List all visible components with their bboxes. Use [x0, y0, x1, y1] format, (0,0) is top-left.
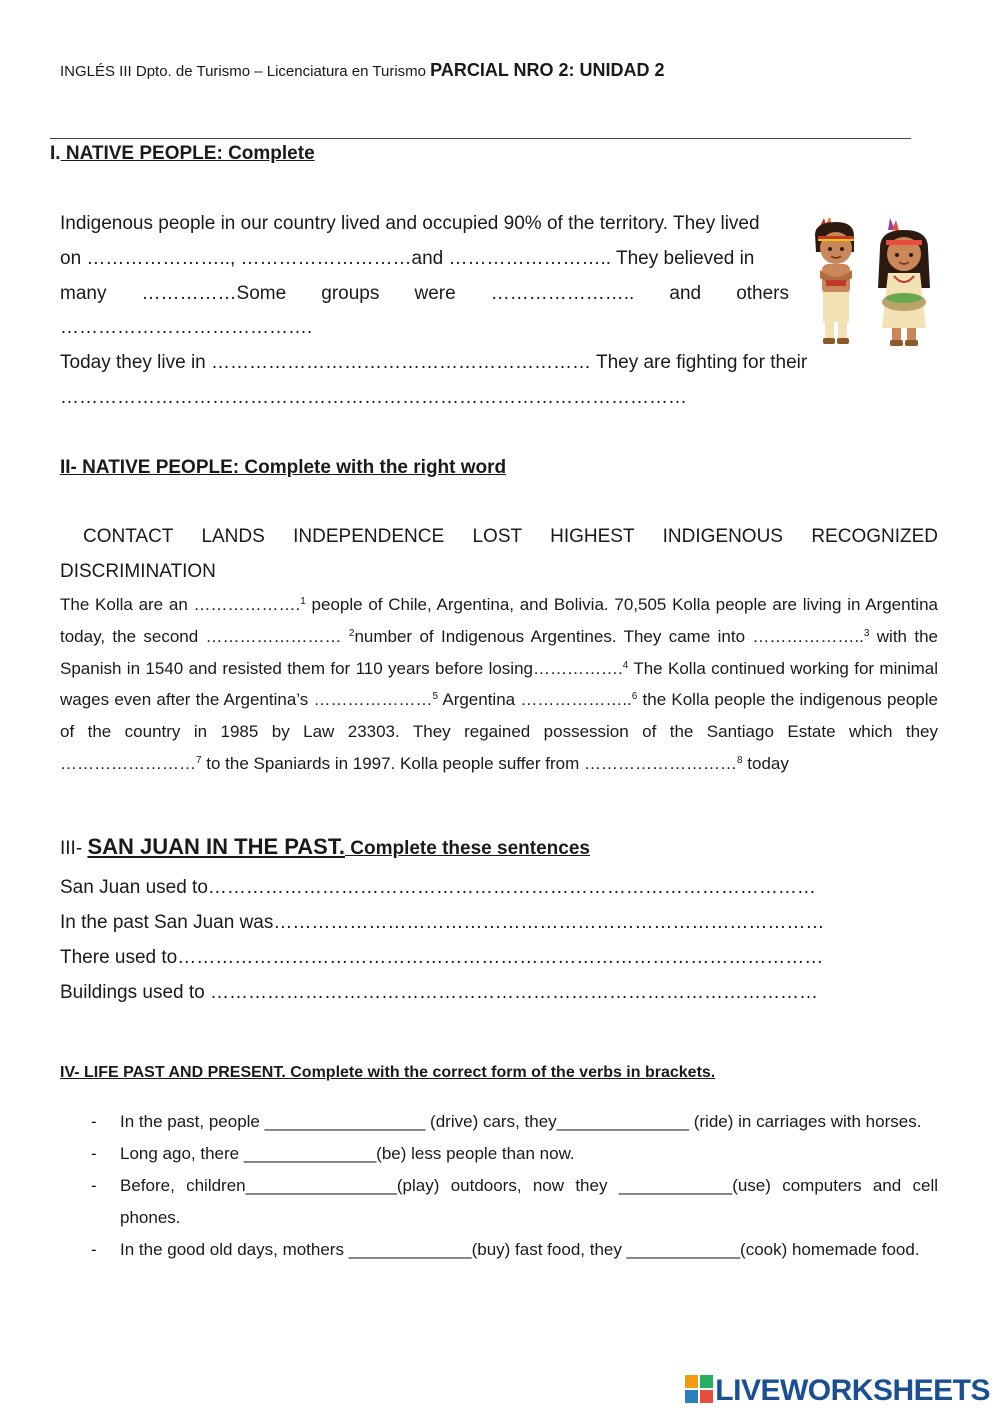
word-bank	[60, 520, 938, 589]
section2-heading: II- NATIVE PEOPLE: Complete with the right word	[60, 457, 507, 478]
text-line: Indigenous people in our country lived and occupied 90% of the territory. They lived	[60, 213, 760, 234]
text-line: many ……………Some groups were ………………….. and others	[60, 282, 789, 304]
header-divider	[50, 138, 911, 139]
course-title: INGLÉS III Dpto. de Turismo – Licenciatura en Turismo	[60, 63, 426, 80]
list-item: - Before, children________________(play) outdoors, now they ____________(use) computers and cell phones.	[91, 1176, 938, 1227]
section3-lines	[60, 870, 824, 1010]
text-line: on ………………….., ………………………and …………………….. They believed in	[60, 247, 755, 269]
native-children-illustration	[806, 218, 946, 353]
section3-heading: III- SAN JUAN IN THE PAST. Complete these sentences	[60, 834, 590, 859]
section1-heading: I. NATIVE PEOPLE: Complete	[50, 143, 315, 164]
list-item: - Long ago, there ______________(be) less people than now.	[91, 1144, 575, 1163]
text-line: San Juan used to……………………………………………………………………………………	[60, 877, 816, 898]
document-header	[60, 60, 665, 81]
girl-figure	[878, 218, 930, 346]
text-line: In the past San Juan was……………………………………………………………………………	[60, 912, 825, 933]
liveworksheets-logo-icon	[685, 1375, 713, 1403]
list-item: - In the good old days, mothers _____________(buy) fast food, they ____________(cook) homemade food.	[91, 1240, 920, 1259]
section4-heading: IV- LIFE PAST AND PRESENT. Complete with the correct form of the verbs in brackets.	[60, 1064, 716, 1081]
liveworksheets-logo: LIVEWORKSHEETS	[685, 1374, 990, 1408]
exam-title: PARCIAL NRO 2: UNIDAD 2	[430, 60, 665, 80]
section1-text	[60, 207, 855, 416]
text-line: There used to…………………………………………………………………………………………	[60, 947, 824, 968]
text-line: ………………………………….	[60, 317, 313, 339]
list-item: - In the past, people _________________ (drive) cars, they______________ (ride) in carriages with horses.	[91, 1112, 922, 1131]
section2-paragraph: The Kolla are an ……………….$^1$ people of Chile, Argentina, and Bolivia. 70,505 Kolla people are living in Argentina today, the second …………………… $^2$number of Indigenous Argentines. They came into ………………..$^3$ with the Spanish in 1540 and resisted them for 110 years before losing…………….$^4$ The Kolla continued working for minimal wages even after the Argentina’s …………………$^5$ Argentina ………………..$^6$ the Kolla people the indigenous people of the country in 1985 by Law 23303. They regained possession of the Santiago Estate which they ……………………$^7$ to the Spaniards in 1997. Kolla people suffer from ………………………$^8$ today	[60, 595, 938, 773]
word-bank-line: CONTACT LANDS INDEPENDENCE LOST HIGHEST INDIGENOUS RECOGNIZED	[83, 526, 938, 547]
text-line: Buildings used to ……………………………………………………………………………………	[60, 982, 818, 1003]
boy-figure	[815, 218, 854, 344]
text-line: Today they live in …………………………………………………… They are fighting for their	[60, 352, 808, 374]
text-line: ………………………………………………………………………………………	[60, 386, 687, 408]
section4-list	[60, 1106, 938, 1266]
word-bank-line: DISCRIMINATION	[60, 560, 216, 582]
